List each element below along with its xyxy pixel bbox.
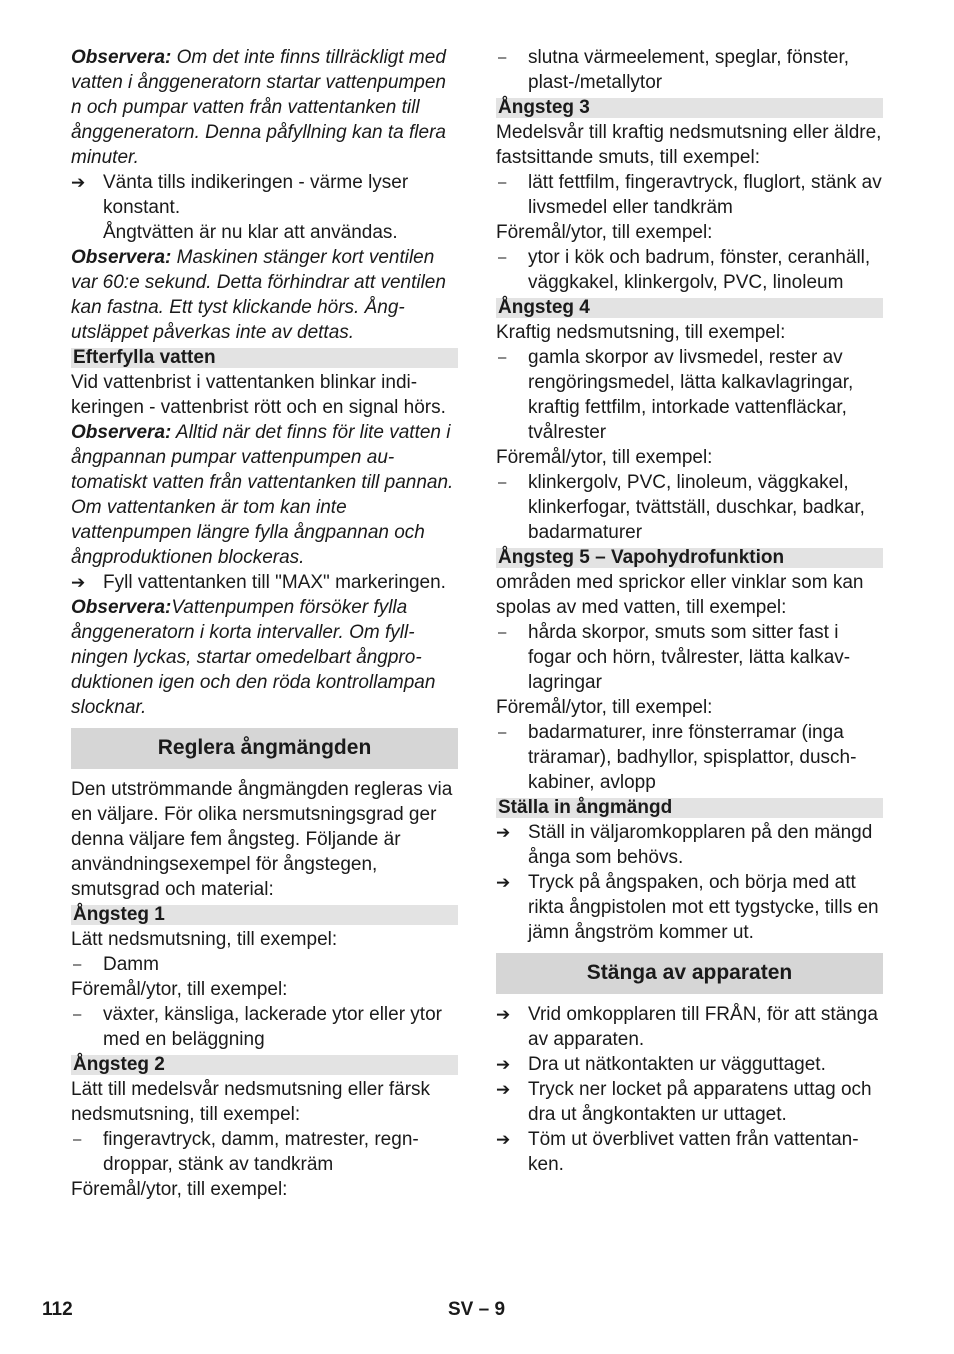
page-number: 112 [42, 1299, 73, 1320]
subheading-steg5: Ångsteg 5 – Vapohydrofunktion [496, 548, 883, 568]
list-item: – ytor i kök och badrum, fönster, ceranhäll, väggkakel, klinkergolv, PVC, linoleum [498, 247, 871, 293]
arrow-icon: ➔ [496, 1055, 511, 1074]
dash-icon: – [73, 956, 82, 973]
arrow-icon: ➔ [496, 873, 511, 892]
list-item: – fingeravtryck, damm, matrester, regndroppar, stänk av tandkräm [73, 1129, 419, 1175]
list-item: – gamla skorpor av livsmedel, rester av rengöringsmedel, lätta kalkavlagringar, kraftig fettfilm, intorkade vattenfläckar, tvålrester [498, 347, 854, 443]
step-result: Ångtvätten är nu klar att användas. [103, 222, 398, 243]
right-column [496, 45, 883, 1177]
body-text: Lätt nedsmutsning, till exempel: [71, 929, 338, 950]
note-paragraph: Observera:Vattenpumpen försöker fylla ånggeneratorn i korta intervaller. Om fyllningen lyckas, startar omedelbart ångproduktionen igen och den röda kontrollampan slocknar. [71, 597, 436, 718]
dash-icon: – [73, 1006, 82, 1023]
arrow-icon: ➔ [496, 1130, 511, 1149]
subheading-steg3: Ångsteg 3 [496, 98, 883, 118]
dash-icon: – [498, 624, 507, 641]
instruction-step: ➔ Vrid omkopplaren till FRÅN, för att stänga av apparaten. [496, 1004, 878, 1050]
left-column [71, 45, 458, 1202]
instruction-step: ➔ Ställ in väljaromkopplaren på den mängd ånga som behövs. [496, 822, 873, 868]
subheading-set-steam: Ställa in ångmängd [496, 798, 883, 818]
subheading-refill: Efterfylla vatten [71, 348, 458, 368]
dash-icon: – [498, 474, 507, 491]
arrow-icon: ➔ [496, 1080, 511, 1099]
body-text: Föremål/ytor, till exempel: [496, 222, 713, 243]
list-item: – lätt fettfilm, fingeravtryck, fluglort, stänk av livsmedel eller tandkräm [498, 172, 882, 218]
subheading-steg4: Ångsteg 4 [496, 298, 883, 318]
body-text: områden med sprickor eller vinklar som kan spolas av med vatten, till exempel: [496, 572, 864, 618]
list-item: – hårda skorpor, smuts som sitter fast i fogar och hörn, tvålrester, lätta kalkavlagringar [498, 622, 851, 693]
subheading-steg2: Ångsteg 2 [71, 1055, 458, 1075]
body-text: Föremål/ytor, till exempel: [71, 979, 288, 1000]
dash-icon: – [498, 249, 507, 266]
instruction-step: ➔ Dra ut nätkontakten ur vägguttaget. [496, 1054, 826, 1075]
body-text: Vid vattenbrist i vattentanken blinkar indikeringen - vattenbrist rött och en signal hörs. [71, 372, 446, 418]
body-text: Föremål/ytor, till exempel: [71, 1179, 288, 1200]
section-heading-steam-regulation: Reglera ångmängden [71, 728, 458, 769]
list-item: – slutna värmeelement, speglar, fönster, plast-/metallytor [498, 47, 850, 93]
arrow-icon: ➔ [496, 823, 511, 842]
dash-icon: – [498, 349, 507, 366]
body-text: Medelsvår till kraftig nedsmutsning eller äldre, fastsittande smuts, till exempel: [496, 122, 882, 168]
body-text: Föremål/ytor, till exempel: [496, 697, 713, 718]
body-text: Kraftig nedsmutsning, till exempel: [496, 322, 786, 343]
note-paragraph: Observera: Om det inte finns tillräckligt med vatten i ånggeneratorn startar vattenpumpen n och pumpar vatten från vattentanken till ånggeneratorn. Denna påfyllning kan ta flera minuter. [71, 47, 446, 168]
dash-icon: – [498, 724, 507, 741]
list-item: – klinkergolv, PVC, linoleum, väggkakel, klinkerfogar, tvättställ, duschkar, badkar, badarmaturer [498, 472, 865, 543]
note-paragraph: Observera: Maskinen stänger kort ventilen var 60:e sekund. Detta förhindrar att ventilen kan fastna. Ett tyst klickande hörs. Ångutsläppet påverkas inte av dettas. [71, 247, 446, 343]
instruction-step: ➔ Töm ut överblivet vatten från vattentanken. [496, 1129, 859, 1175]
instruction-step: ➔ Tryck ner locket på apparatens uttag och dra ut ångkontakten ur uttaget. [496, 1079, 872, 1125]
arrow-icon: ➔ [71, 573, 86, 592]
dash-icon: – [498, 174, 507, 191]
section-heading-shutdown: Stänga av apparaten [496, 953, 883, 994]
instruction-step: ➔ Fyll vattentanken till "MAX" markeringen. [71, 572, 446, 593]
arrow-icon: ➔ [496, 1005, 511, 1024]
body-text: Den utströmmande ångmängden regleras via en väljare. För olika nersmutsningsgrad ger denna väljare fem ångsteg. Följande är användningsexempel för ångstegen, smutsgrad och material: [71, 779, 453, 900]
list-item: – Damm [73, 954, 159, 975]
list-item: – badarmaturer, inre fönsterramar (inga träramar), badhyllor, spisplattor, duschkabiner, avlopp [498, 722, 857, 793]
section-page-label: SV – 9 [448, 1299, 506, 1320]
instruction-step: ➔ Tryck på ångspaken, och börja med att rikta ångpistolen mot ett tygstycke, tills en jämn ångström kommer ut. [496, 872, 879, 943]
note-paragraph: Observera: Alltid när det finns för lite vatten i ångpannan pumpar vattenpumpen automatiskt vatten från vattentanken till pannan. Om vattentanken är tom kan inte vattenpumpen längre fylla ångpannan och ångproduktionen blockeras. [71, 422, 454, 568]
dash-icon: – [498, 49, 507, 66]
body-text: Föremål/ytor, till exempel: [496, 447, 713, 468]
list-item: – växter, känsliga, lackerade ytor eller ytor med en beläggning [73, 1004, 442, 1050]
arrow-icon: ➔ [71, 173, 86, 192]
body-text: Lätt till medelsvår nedsmutsning eller färsk nedsmutsning, till exempel: [71, 1079, 431, 1125]
subheading-steg1: Ångsteg 1 [71, 905, 458, 925]
instruction-step: ➔ Vänta tills indikeringen - värme lyser konstant. [71, 172, 409, 218]
dash-icon: – [73, 1131, 82, 1148]
